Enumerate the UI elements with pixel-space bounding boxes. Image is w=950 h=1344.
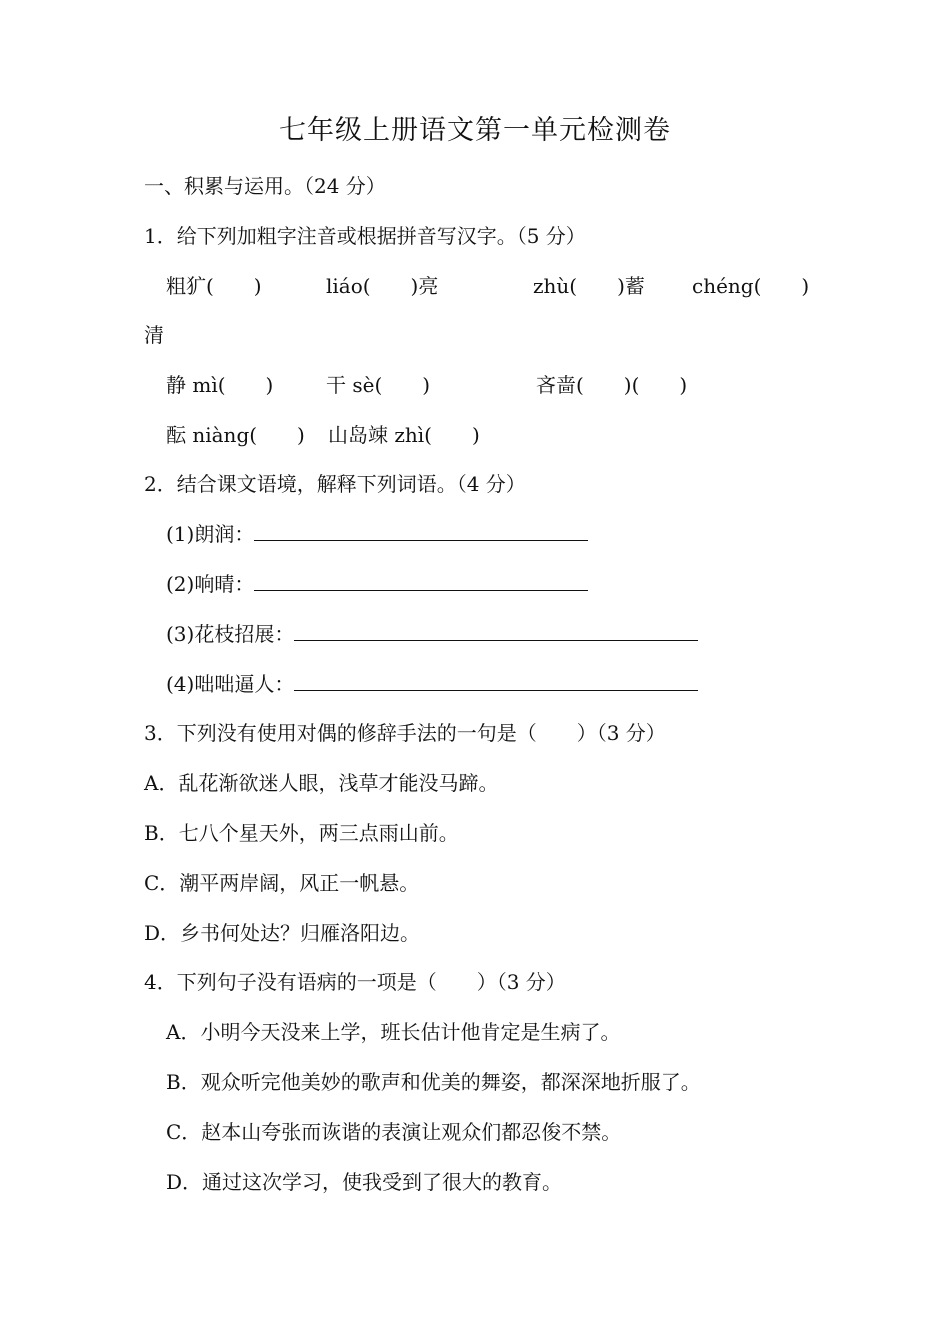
q1-item-niang: 酝 niàng( ) <box>166 423 305 447</box>
q3-option-b: B．七八个星天外，两三点雨山前。 <box>144 821 459 845</box>
q1-stem: 1．给下列加粗字注音或根据拼音写汉字。（5 分） <box>144 224 586 248</box>
q2-item-2 <box>166 570 588 598</box>
q1-item-zhu: zhù( )蓄 <box>533 274 645 298</box>
q1-item-zhi: 山岛竦 zhì( ) <box>328 423 480 447</box>
q4-option-a: A．小明今天没来上学，班长估计他肯定是生病了。 <box>166 1020 621 1044</box>
q2-item-1 <box>166 520 588 548</box>
q2-item-4 <box>166 670 698 698</box>
q1-row3 <box>0 421 950 449</box>
q1-row1-wrap: 清 <box>144 323 164 347</box>
q2-item-4-label: (4)咄咄逼人： <box>166 672 295 696</box>
q4-option-b: B．观众听完他美妙的歌声和优美的舞姿，都深深地折服了。 <box>166 1070 701 1094</box>
section-heading: 一、积累与运用。（24 分） <box>144 174 386 198</box>
q1-row2 <box>0 371 950 399</box>
q2-item-2-label: (2)响晴： <box>166 572 255 596</box>
q3-option-d: D．乡书何处达？归雁洛阳边。 <box>144 921 421 945</box>
q2-item-1-blank <box>254 520 588 541</box>
q4-option-c: C．赵本山夸张而诙谐的表演让观众们都忍俊不禁。 <box>166 1120 622 1144</box>
q2-item-4-blank <box>294 670 698 691</box>
q1-item-linse: 吝啬( )( ) <box>536 373 688 397</box>
q3-stem: 3．下列没有使用对偶的修辞手法的一句是（ ）（3 分） <box>144 721 666 745</box>
q3-option-c: C．潮平两岸阔，风正一帆悬。 <box>144 871 420 895</box>
q1-item-cheng: chéng( ) <box>692 274 810 298</box>
q2-item-1-label: (1)朗润： <box>166 522 255 546</box>
q1-row1 <box>0 272 950 300</box>
q2-item-3-blank <box>294 620 698 641</box>
page-title: 七年级上册语文第一单元检测卷 <box>279 115 671 146</box>
q1-item-cukuang: 粗犷( ) <box>166 274 262 298</box>
q3-option-a: A．乱花渐欲迷人眼，浅草才能没马蹄。 <box>144 771 499 795</box>
q2-item-3-label: (3)花枝招展： <box>166 622 295 646</box>
q1-item-liao: liáo( )亮 <box>326 274 439 298</box>
q2-stem: 2．结合课文语境，解释下列词语。（4 分） <box>144 472 526 496</box>
q1-item-se: 干 sè( ) <box>326 373 431 397</box>
q4-stem: 4．下列句子没有语病的一项是（ ）（3 分） <box>144 970 566 994</box>
q4-option-d: D．通过这次学习，使我受到了很大的教育。 <box>166 1170 563 1194</box>
q1-item-mi: 静 mì( ) <box>166 373 274 397</box>
q2-item-2-blank <box>254 570 588 591</box>
q2-item-3 <box>166 620 698 648</box>
